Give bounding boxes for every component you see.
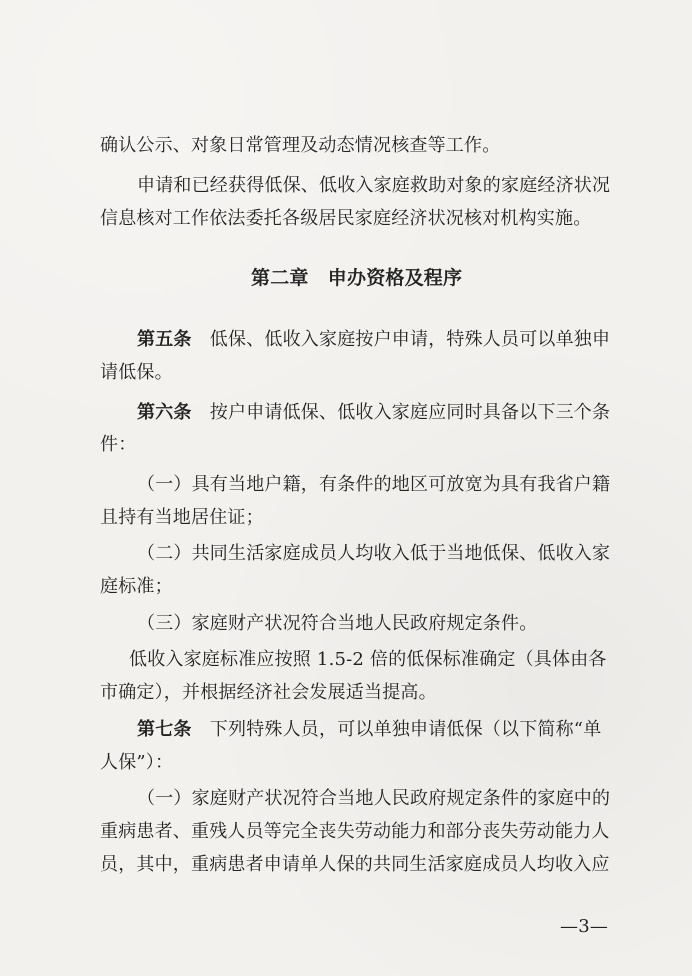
text-line-1: 确认公示、对象日常管理及动态情况核查等工作。 (100, 135, 501, 156)
article-five-text: 低保、低收入家庭按户申请，特殊人员可以单独申 (191, 329, 611, 350)
single-person-item-line-1: （一）家庭财产状况符合当地人民政府规定条件的家庭中的 (137, 788, 611, 809)
article-seven-paragraph (137, 721, 601, 739)
article-six-text: 按户申请低保、低收入家庭应同时具备以下三个条 (191, 402, 611, 423)
item-two-line-2: 庭标准； (100, 576, 173, 597)
single-person-item-line-2: 重病患者、重残人员等完全丧失劳动能力和部分丧失劳动能力人 (100, 821, 610, 842)
article-five-label: 第五条 (137, 329, 192, 350)
item-three-line: （三）家庭财产状况符合当地人民政府规定条件。 (137, 613, 538, 634)
chapter-title: 第二章 申办资格及程序 (251, 267, 463, 289)
item-one-line-1: （一）具有当地户籍，有条件的地区可放宽为具有我省户籍 (137, 474, 611, 495)
text-line-3: 信息核对工作依法委托各级居民家庭经济状况核对机构实施。 (100, 208, 592, 229)
text-line-6: 请低保。 (100, 362, 173, 383)
standard-line-2: 市确定），并根据经济社会发展适当提高。 (100, 682, 437, 703)
standard-line-1: 低收入家庭标准应按照 1.5-2 倍的低保标准确定（具体由各 (129, 649, 607, 670)
article-six-label: 第六条 (137, 402, 192, 423)
text-line-2: 申请和已经获得低保、低收入家庭救助对象的家庭经济状况 (137, 175, 611, 196)
text-line-8: 件： (100, 434, 137, 455)
single-person-item-line-3: 员，其中，重病患者申请单人保的共同生活家庭成员人均收入应 (100, 854, 610, 875)
item-two-line-1: （二）共同生活家庭成员人均收入低于当地低保、低收入家 (137, 543, 611, 564)
text-line-18: 人保”）： (100, 752, 174, 773)
article-seven-text: 下列特殊人员，可以单独申请低保（以下简称“单 (191, 719, 602, 740)
article-seven-label: 第七条 (137, 719, 192, 740)
article-six-paragraph (137, 404, 610, 422)
page-number: —3— (560, 916, 609, 937)
item-one-line-2: 且持有当地居住证； (100, 507, 264, 528)
article-five-paragraph (137, 331, 610, 349)
